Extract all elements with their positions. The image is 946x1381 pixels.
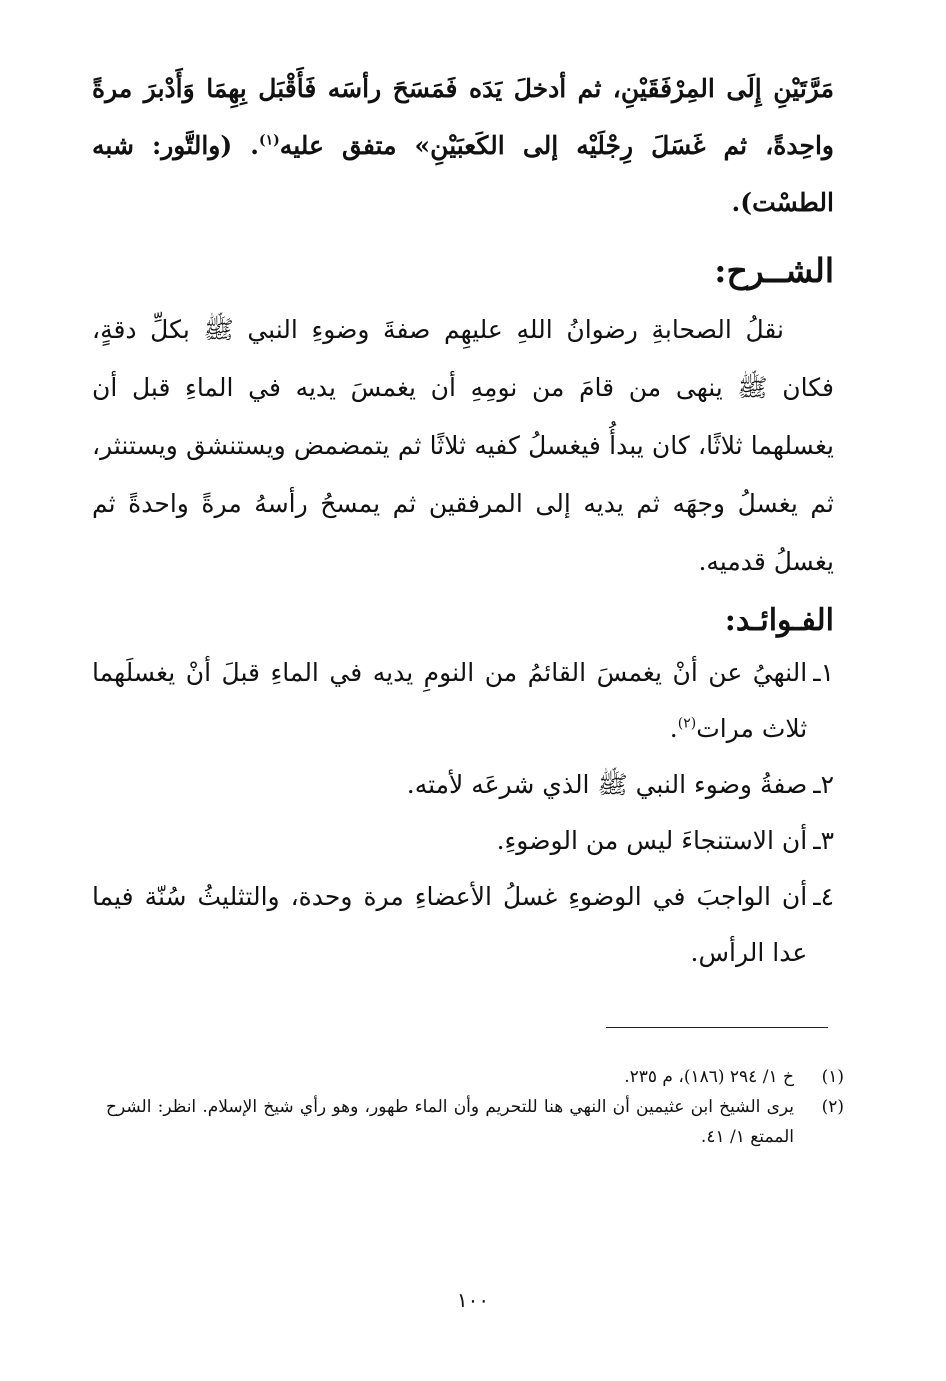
footnote-number: (١)	[821, 1067, 844, 1087]
list-item	[92, 757, 834, 813]
footnote-text: خ ١/ ٢٩٤ (١٨٦)، م ٢٣٥.	[624, 1067, 794, 1087]
page-number: ١٠٠	[456, 1288, 490, 1312]
list-item-text: أن الواجبَ في الوضوءِ غسلُ الأعضاءِ مرة وحدة، والتثليثُ سُنّة فيما عدا الرأس.	[92, 882, 808, 967]
list-item-number: ٣ـ	[813, 826, 834, 855]
list-item	[92, 645, 834, 757]
sharh-paragraph: نقلُ الصحابةِ رضوانُ اللهِ عليهِم صفةَ وضوءِ النبي ﷺ بكلِّ دقةٍ، فكان ﷺ ينهى من قامَ من نومِهِ أن يغمسَ يديه في الماءِ قبل أن يغسلهما ثلاثًا، كان يبدأُ فيغسلُ كفيه ثلاثًا ثم يتمضمض ويستنشق ويستنثر، ثم يغسلُ وجهَه ثم يديه إلى المرفقين ثم يمسحُ رأسهُ مرةً واحدةً ثم يغسلُ قدميه.	[92, 315, 834, 576]
benefits-list	[92, 645, 834, 981]
footnote-ref-2[interactable]: (٢)	[677, 715, 697, 732]
footnote-text: يرى الشيخ ابن عثيمين أن النهي هنا للتحريم وأن الماء طهور، وهو رأي شيخ الإسلام. انظر: الشرح الممتع ١/ ٤١.	[106, 1097, 794, 1147]
list-item-text	[92, 645, 807, 757]
footnote-ref-1[interactable]: (١)	[259, 132, 280, 149]
footnote-2	[106, 1092, 844, 1152]
hadith-main: مَرَّتَيْنِ إِلَى المِرْفَقَيْنِ، ثم أدخلَ يَدَه فَمَسَحَ رأسَه فَأَقْبَل بِهِمَا وَأَدْبرَ مرةً واحِدةً، ثم غَسَلَ رِجْلَيْه إلى الكَعبَيْنِ» متفق عليه	[92, 74, 834, 160]
footnote-1	[106, 1062, 844, 1092]
list-item-text: أن الاستنجاءَ ليس من الوضوءِ.	[496, 826, 808, 855]
footnotes	[106, 1062, 844, 1152]
list-item-number: ١ـ	[813, 658, 834, 687]
hadith-tail: . (والتَّور: شبه الطسْت).	[92, 131, 834, 217]
fawaid-heading: الفـوائـد:	[724, 603, 834, 638]
page-body	[92, 60, 834, 981]
list-item-main: النهيُ عن أنْ يغمسَ القائمُ من النومِ يديه في الماءِ قبلَ أنْ يغسلَهما ثلاث مرات	[92, 658, 808, 743]
list-item-number: ٢ـ	[813, 770, 834, 799]
sharh-heading: الشــرح:	[714, 251, 834, 290]
footnote-divider	[606, 1027, 828, 1028]
list-item-tail: .	[669, 714, 678, 743]
list-item-text: صفةُ وضوء النبي ﷺ الذي شرعَه لأمته.	[406, 770, 808, 799]
list-item-number: ٤ـ	[813, 882, 834, 911]
list-item	[92, 813, 834, 869]
footnote-number: (٢)	[821, 1097, 844, 1117]
hadith-text	[92, 60, 834, 231]
list-item	[92, 869, 834, 981]
